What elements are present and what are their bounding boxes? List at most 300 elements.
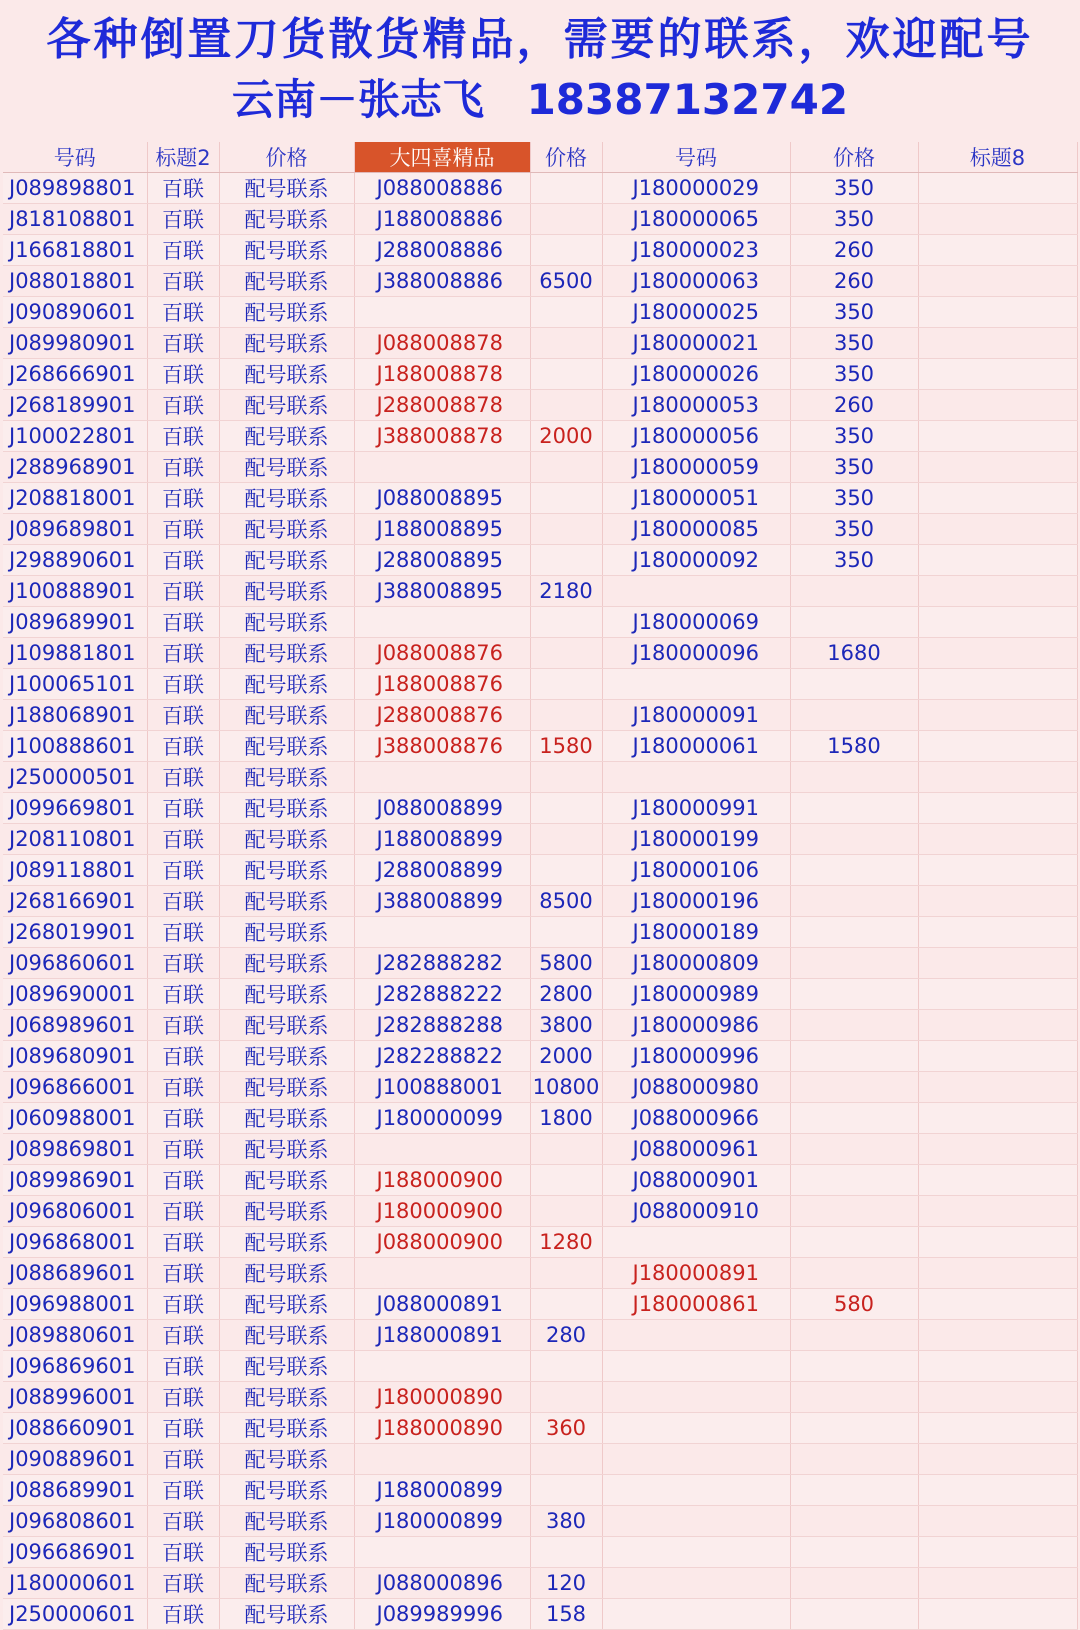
table-row [3, 1165, 1077, 1196]
cell-price-2 [790, 1320, 918, 1351]
cell-premium-number: J282888282 [354, 948, 530, 979]
cell-premium-price: 3800 [530, 1010, 602, 1041]
cell-number-2 [602, 1568, 790, 1599]
cell-price-2 [790, 1227, 918, 1258]
cell-price-2: 580 [790, 1289, 918, 1320]
col-header-premium: 大四喜精品 [354, 142, 530, 173]
table-row [3, 1444, 1077, 1475]
cell-title8 [918, 1072, 1077, 1103]
cell-number-2: J180000106 [602, 855, 790, 886]
cell-premium-price [530, 359, 602, 390]
cell-contact: 配号联系 [219, 266, 354, 297]
cell-premium-price [530, 855, 602, 886]
cell-title2: 百联 [147, 1599, 219, 1630]
cell-title2: 百联 [147, 700, 219, 731]
cell-premium-number: J088008899 [354, 793, 530, 824]
cell-title2: 百联 [147, 1568, 219, 1599]
cell-title8 [918, 1506, 1077, 1537]
cell-contact: 配号联系 [219, 235, 354, 266]
cell-number-2: J088000901 [602, 1165, 790, 1196]
cell-premium-number: J188008895 [354, 514, 530, 545]
cell-premium-price: 1280 [530, 1227, 602, 1258]
cell-price-2: 260 [790, 390, 918, 421]
cell-contact: 配号联系 [219, 390, 354, 421]
cell-title2: 百联 [147, 731, 219, 762]
cell-premium-price: 1800 [530, 1103, 602, 1134]
cell-contact: 配号联系 [219, 1227, 354, 1258]
cell-title8 [918, 1134, 1077, 1165]
col-header-number-2: 号码 [602, 142, 790, 173]
cell-title8 [918, 1413, 1077, 1444]
cell-number-2: J180000025 [602, 297, 790, 328]
cell-number: J208110801 [3, 824, 147, 855]
cell-title8 [918, 979, 1077, 1010]
cell-title2: 百联 [147, 1506, 219, 1537]
cell-premium-number: J089989996 [354, 1599, 530, 1630]
table-row [3, 700, 1077, 731]
cell-price-2: 350 [790, 204, 918, 235]
cell-premium-price [530, 638, 602, 669]
cell-number: J089880601 [3, 1320, 147, 1351]
cell-number: J100888901 [3, 576, 147, 607]
cell-contact: 配号联系 [219, 1537, 354, 1568]
cell-contact: 配号联系 [219, 762, 354, 793]
cell-price-2: 260 [790, 266, 918, 297]
cell-title8 [918, 1289, 1077, 1320]
cell-title2: 百联 [147, 638, 219, 669]
cell-title8 [918, 1010, 1077, 1041]
cell-number-2: J180000063 [602, 266, 790, 297]
cell-number: J089898801 [3, 173, 147, 204]
cell-premium-number: J188000900 [354, 1165, 530, 1196]
cell-premium-number: J180000890 [354, 1382, 530, 1413]
cell-title8 [918, 1599, 1077, 1630]
cell-number: J096868001 [3, 1227, 147, 1258]
cell-number: J089689901 [3, 607, 147, 638]
cell-number: J068989601 [3, 1010, 147, 1041]
cell-premium-price [530, 1165, 602, 1196]
cell-contact: 配号联系 [219, 1041, 354, 1072]
cell-price-2 [790, 762, 918, 793]
cell-price-2 [790, 576, 918, 607]
cell-premium-price [530, 390, 602, 421]
cell-number: J166818801 [3, 235, 147, 266]
cell-title2: 百联 [147, 1165, 219, 1196]
cell-contact: 配号联系 [219, 1413, 354, 1444]
table-row [3, 979, 1077, 1010]
cell-number-2: J180000996 [602, 1041, 790, 1072]
cell-title8 [918, 204, 1077, 235]
cell-title8 [918, 700, 1077, 731]
table-row [3, 1041, 1077, 1072]
cell-title2: 百联 [147, 1134, 219, 1165]
cell-contact: 配号联系 [219, 545, 354, 576]
cell-title2: 百联 [147, 793, 219, 824]
cell-number-2: J180000053 [602, 390, 790, 421]
cell-price-2: 350 [790, 421, 918, 452]
cell-title8 [918, 173, 1077, 204]
cell-premium-number: J288008886 [354, 235, 530, 266]
cell-contact: 配号联系 [219, 1506, 354, 1537]
cell-number: J096869601 [3, 1351, 147, 1382]
cell-title2: 百联 [147, 824, 219, 855]
cell-contact: 配号联系 [219, 700, 354, 731]
cell-title2: 百联 [147, 855, 219, 886]
cell-premium-number: J288008876 [354, 700, 530, 731]
cell-premium-price [530, 1134, 602, 1165]
cell-premium-price [530, 1196, 602, 1227]
cell-number-2 [602, 576, 790, 607]
cell-price-2: 350 [790, 173, 918, 204]
cell-number: J288968901 [3, 452, 147, 483]
cell-premium-price: 120 [530, 1568, 602, 1599]
cell-title8 [918, 545, 1077, 576]
cell-contact: 配号联系 [219, 1072, 354, 1103]
cell-price-2 [790, 1475, 918, 1506]
cell-number-2: J088000910 [602, 1196, 790, 1227]
cell-title8 [918, 235, 1077, 266]
cell-price-2 [790, 886, 918, 917]
cell-number: J096808601 [3, 1506, 147, 1537]
cell-premium-number: J100888001 [354, 1072, 530, 1103]
cell-contact: 配号联系 [219, 1010, 354, 1041]
cell-price-2 [790, 917, 918, 948]
cell-price-2: 350 [790, 297, 918, 328]
contact-phone: 18387132742 [526, 75, 849, 124]
cell-title8 [918, 638, 1077, 669]
cell-premium-price [530, 762, 602, 793]
cell-number-2: J180000085 [602, 514, 790, 545]
cell-number: J100022801 [3, 421, 147, 452]
table-row [3, 886, 1077, 917]
cell-number: J096806001 [3, 1196, 147, 1227]
cell-number-2: J180000023 [602, 235, 790, 266]
table-row [3, 1227, 1077, 1258]
cell-premium-number: J282888222 [354, 979, 530, 1010]
cell-title2: 百联 [147, 917, 219, 948]
cell-title8 [918, 1227, 1077, 1258]
table-row [3, 1506, 1077, 1537]
cell-title2: 百联 [147, 1227, 219, 1258]
cell-premium-number: J288008878 [354, 390, 530, 421]
table-row [3, 1599, 1077, 1630]
cell-number: J090889601 [3, 1444, 147, 1475]
cell-title2: 百联 [147, 1475, 219, 1506]
cell-price-2 [790, 793, 918, 824]
cell-contact: 配号联系 [219, 1351, 354, 1382]
cell-number: J089118801 [3, 855, 147, 886]
cell-number-2 [602, 1599, 790, 1630]
cell-number-2: J180000991 [602, 793, 790, 824]
cell-price-2 [790, 1413, 918, 1444]
cell-price-2 [790, 607, 918, 638]
cell-number-2: J180000891 [602, 1258, 790, 1289]
cell-premium-price [530, 700, 602, 731]
table-row [3, 1568, 1077, 1599]
header-slogan: 各种倒置刀货散货精品，需要的联系，欢迎配号 [46, 14, 1034, 65]
cell-title2: 百联 [147, 1072, 219, 1103]
cell-title2: 百联 [147, 204, 219, 235]
cell-title8 [918, 452, 1077, 483]
cell-title8 [918, 731, 1077, 762]
cell-premium-number: J180000099 [354, 1103, 530, 1134]
cell-contact: 配号联系 [219, 1382, 354, 1413]
cell-price-2: 350 [790, 514, 918, 545]
cell-number: J188068901 [3, 700, 147, 731]
cell-title2: 百联 [147, 483, 219, 514]
header-contact [0, 68, 1080, 132]
cell-premium-price: 380 [530, 1506, 602, 1537]
cell-price-2 [790, 1196, 918, 1227]
cell-premium-price [530, 235, 602, 266]
cell-title8 [918, 1351, 1077, 1382]
cell-title8 [918, 483, 1077, 514]
cell-premium-number [354, 917, 530, 948]
table-row [3, 1010, 1077, 1041]
cell-title8 [918, 886, 1077, 917]
cell-number: J088689901 [3, 1475, 147, 1506]
cell-premium-price [530, 1475, 602, 1506]
cell-title8 [918, 948, 1077, 979]
cell-title8 [918, 669, 1077, 700]
cell-premium-price [530, 545, 602, 576]
cell-price-2: 260 [790, 235, 918, 266]
cell-number: J089690001 [3, 979, 147, 1010]
cell-title2: 百联 [147, 1537, 219, 1568]
cell-number: J250000601 [3, 1599, 147, 1630]
cell-title2: 百联 [147, 1351, 219, 1382]
cell-contact: 配号联系 [219, 917, 354, 948]
cell-title8 [918, 1475, 1077, 1506]
cell-premium-price [530, 514, 602, 545]
cell-title2: 百联 [147, 390, 219, 421]
page-header [0, 0, 1080, 142]
cell-premium-number: J388008878 [354, 421, 530, 452]
cell-contact: 配号联系 [219, 204, 354, 235]
cell-premium-price [530, 204, 602, 235]
cell-contact: 配号联系 [219, 1103, 354, 1134]
cell-contact: 配号联系 [219, 421, 354, 452]
cell-premium-number: J188008886 [354, 204, 530, 235]
cell-premium-number: J288008899 [354, 855, 530, 886]
cell-title2: 百联 [147, 576, 219, 607]
cell-premium-number [354, 297, 530, 328]
cell-price-2 [790, 1103, 918, 1134]
cell-premium-price [530, 824, 602, 855]
cell-title8 [918, 762, 1077, 793]
cell-premium-price: 2180 [530, 576, 602, 607]
cell-price-2 [790, 1010, 918, 1041]
cell-title2: 百联 [147, 359, 219, 390]
cell-contact: 配号联系 [219, 452, 354, 483]
cell-contact: 配号联系 [219, 1475, 354, 1506]
cell-number: J208818001 [3, 483, 147, 514]
cell-number: J089869801 [3, 1134, 147, 1165]
cell-premium-number: J188008878 [354, 359, 530, 390]
cell-price-2 [790, 979, 918, 1010]
cell-premium-number: J088008895 [354, 483, 530, 514]
table-row [3, 1475, 1077, 1506]
cell-title2: 百联 [147, 1010, 219, 1041]
table-row [3, 1134, 1077, 1165]
table-row [3, 452, 1077, 483]
cell-premium-price [530, 483, 602, 514]
table-body [3, 173, 1077, 1630]
cell-number-2: J180000199 [602, 824, 790, 855]
cell-title2: 百联 [147, 762, 219, 793]
cell-contact: 配号联系 [219, 886, 354, 917]
cell-premium-price: 2000 [530, 1041, 602, 1072]
cell-title2: 百联 [147, 669, 219, 700]
cell-premium-price [530, 917, 602, 948]
cell-premium-number: J288008895 [354, 545, 530, 576]
cell-price-2 [790, 1351, 918, 1382]
cell-number: J060988001 [3, 1103, 147, 1134]
cell-number: J250000501 [3, 762, 147, 793]
table-row [3, 266, 1077, 297]
table-header-row [3, 142, 1077, 173]
cell-number-2: J180000809 [602, 948, 790, 979]
cell-premium-price [530, 452, 602, 483]
cell-price-2: 350 [790, 328, 918, 359]
cell-contact: 配号联系 [219, 607, 354, 638]
cell-premium-number: J180000900 [354, 1196, 530, 1227]
cell-number: J268189901 [3, 390, 147, 421]
cell-premium-number: J088008876 [354, 638, 530, 669]
cell-price-2 [790, 1506, 918, 1537]
cell-number-2: J180000989 [602, 979, 790, 1010]
cell-premium-price [530, 297, 602, 328]
cell-number-2: J180000986 [602, 1010, 790, 1041]
cell-price-2: 350 [790, 359, 918, 390]
table-row [3, 1196, 1077, 1227]
cell-title2: 百联 [147, 1382, 219, 1413]
cell-price-2 [790, 700, 918, 731]
cell-title2: 百联 [147, 979, 219, 1010]
cell-premium-number: J180000899 [354, 1506, 530, 1537]
cell-contact: 配号联系 [219, 1444, 354, 1475]
cell-premium-number [354, 1537, 530, 1568]
cell-number: J818108801 [3, 204, 147, 235]
cell-contact: 配号联系 [219, 855, 354, 886]
table-row [3, 1537, 1077, 1568]
cell-contact: 配号联系 [219, 328, 354, 359]
cell-premium-number: J282888288 [354, 1010, 530, 1041]
cell-premium-price [530, 669, 602, 700]
cell-contact: 配号联系 [219, 638, 354, 669]
cell-contact: 配号联系 [219, 1320, 354, 1351]
table-row [3, 173, 1077, 204]
cell-premium-number [354, 452, 530, 483]
cell-premium-number: J188008876 [354, 669, 530, 700]
table-row [3, 607, 1077, 638]
cell-price-2 [790, 1072, 918, 1103]
cell-contact: 配号联系 [219, 576, 354, 607]
cell-price-2: 350 [790, 452, 918, 483]
cell-number-2 [602, 1537, 790, 1568]
cell-title2: 百联 [147, 297, 219, 328]
table-row [3, 359, 1077, 390]
cell-premium-price: 158 [530, 1599, 602, 1630]
cell-contact: 配号联系 [219, 1165, 354, 1196]
cell-premium-price: 1580 [530, 731, 602, 762]
table-row [3, 235, 1077, 266]
cell-number-2 [602, 1444, 790, 1475]
cell-premium-price: 6500 [530, 266, 602, 297]
cell-title2: 百联 [147, 948, 219, 979]
cell-title8 [918, 421, 1077, 452]
cell-premium-price: 8500 [530, 886, 602, 917]
cell-number-2: J180000096 [602, 638, 790, 669]
cell-number-2: J088000966 [602, 1103, 790, 1134]
cell-number-2 [602, 1351, 790, 1382]
cell-premium-price: 2000 [530, 421, 602, 452]
table-row [3, 1289, 1077, 1320]
cell-title2: 百联 [147, 421, 219, 452]
cell-price-2 [790, 1537, 918, 1568]
table-row [3, 1072, 1077, 1103]
cell-title8 [918, 824, 1077, 855]
table-row [3, 514, 1077, 545]
col-header-price: 价格 [219, 142, 354, 173]
cell-title8 [918, 855, 1077, 886]
cell-title2: 百联 [147, 1320, 219, 1351]
cell-title8 [918, 1320, 1077, 1351]
cell-price-2 [790, 1568, 918, 1599]
cell-premium-price [530, 1258, 602, 1289]
cell-number: J096866001 [3, 1072, 147, 1103]
cell-number: J268166901 [3, 886, 147, 917]
cell-number: J298890601 [3, 545, 147, 576]
cell-number-2: J180000069 [602, 607, 790, 638]
cell-contact: 配号联系 [219, 1196, 354, 1227]
cell-premium-price: 10800 [530, 1072, 602, 1103]
cell-title8 [918, 607, 1077, 638]
cell-number-2 [602, 1320, 790, 1351]
cell-number-2: J180000061 [602, 731, 790, 762]
cell-contact: 配号联系 [219, 1289, 354, 1320]
number-price-table [3, 142, 1078, 1630]
cell-premium-price [530, 1382, 602, 1413]
cell-premium-number [354, 1444, 530, 1475]
table-row [3, 576, 1077, 607]
cell-number: J088018801 [3, 266, 147, 297]
cell-contact: 配号联系 [219, 979, 354, 1010]
cell-number-2: J180000092 [602, 545, 790, 576]
cell-contact: 配号联系 [219, 824, 354, 855]
table-row [3, 204, 1077, 235]
cell-title8 [918, 917, 1077, 948]
col-header-title2: 标题2 [147, 142, 219, 173]
cell-premium-price [530, 793, 602, 824]
cell-number: J096988001 [3, 1289, 147, 1320]
table-row [3, 1351, 1077, 1382]
cell-premium-number [354, 1134, 530, 1165]
cell-title2: 百联 [147, 328, 219, 359]
cell-number-2 [602, 1382, 790, 1413]
cell-contact: 配号联系 [219, 731, 354, 762]
table-row [3, 1413, 1077, 1444]
cell-premium-number: J188000890 [354, 1413, 530, 1444]
cell-number-2: J180000196 [602, 886, 790, 917]
cell-number: J268019901 [3, 917, 147, 948]
cell-title8 [918, 514, 1077, 545]
cell-title2: 百联 [147, 1196, 219, 1227]
cell-premium-number: J088008886 [354, 173, 530, 204]
cell-title8 [918, 1444, 1077, 1475]
table-row [3, 483, 1077, 514]
cell-premium-price [530, 1289, 602, 1320]
